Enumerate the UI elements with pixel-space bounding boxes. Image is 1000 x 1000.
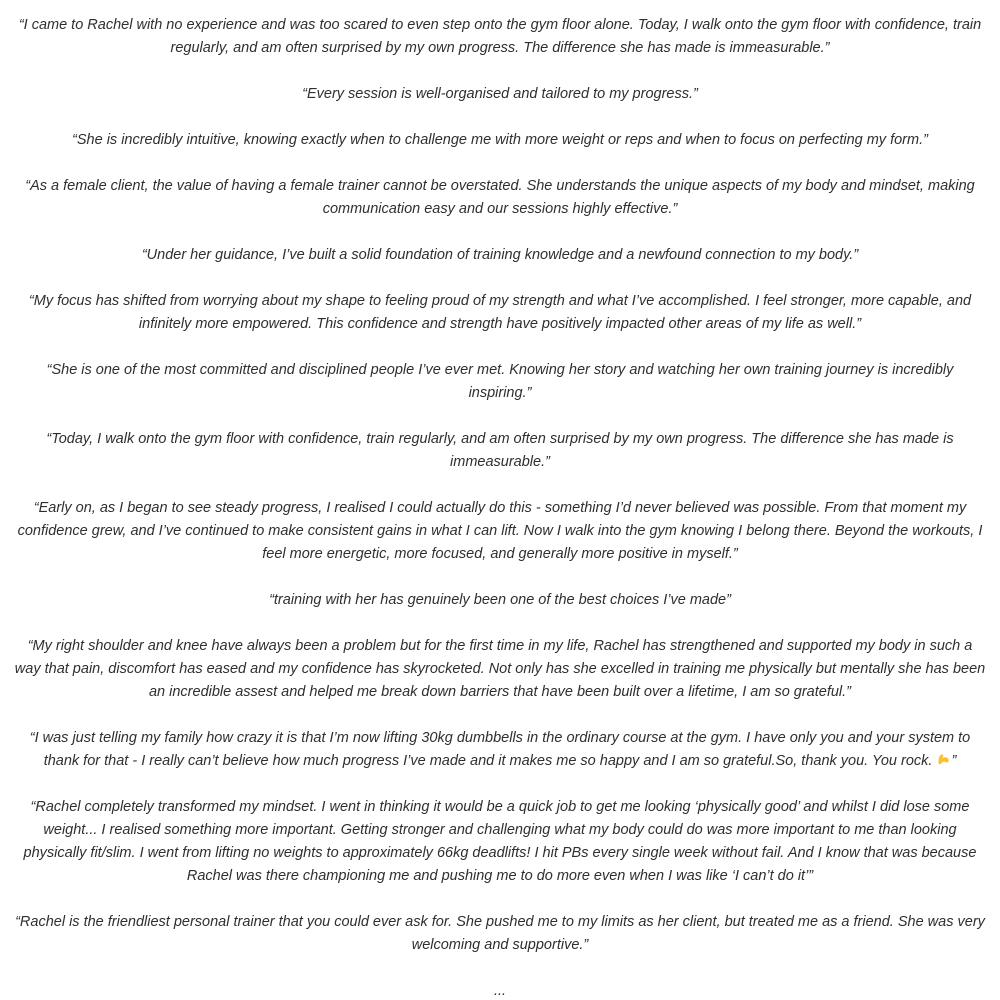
- testimonial-quote: “My right shoulder and knee have always been a problem but for the first time in my life, Rachel has strengthened and supported my body in such a way that pain, discomfort has eased and my confidence has skyrocketed. Not only has she excelled in training me physically but mentally she has been an incredible assest and helped me break down barriers that have been built over a lifetime, I am so grateful.”: [14, 638, 986, 700]
- testimonial-quote: “My focus has shifted from worrying about my shape to feeling proud of my strength and what I’ve accomplished. I feel stronger, more capable, and infinitely more empowered. This confidence and strength have positively impacted other areas of my life as well.”: [28, 293, 972, 332]
- testimonial-quote: “training with her has genuinely been one of the best choices I’ve made”: [269, 592, 731, 608]
- testimonials-section: [14, 0, 986, 1000]
- testimonial-quote: “Rachel completely transformed my mindset. I went in thinking it would be a quick job to get me looking ‘physically good’ and whilst I did lose some weight... I realised something more important. Getting stronger and challenging what my body could do was more important to me than looking physically fit/slim. I went from lifting no weights to approximately 66kg deadlifts! I hit PBs every single week without fail. And I know that was because Rachel was there championing me and pushing me to do more even when I was like ‘I can’t do it’”: [23, 799, 977, 884]
- more-testimonials-ellipsis: ...: [493, 983, 507, 999]
- testimonial-quote: “I was just telling my family how crazy it is that I’m now lifting 30kg dumbbells in the ordinary course at the gym. I have only you and your system to thank for that - I really can’t believe how much progress I’ve made and it makes me so happy and I am so grateful.So, thank you. You rock. ”: [29, 730, 971, 769]
- testimonial-list: [14, 14, 986, 957]
- testimonial-quote: “I came to Rachel with no experience and was too scared to even step onto the gym floor alone. Today, I walk onto the gym floor with confidence, train regularly, and am often surprised by my own progress. The difference she has made is immeasurable.”: [18, 17, 982, 56]
- testimonial-quote: “She is incredibly intuitive, knowing exactly when to challenge me with more weight or reps and when to focus on perfecting my form.”: [72, 132, 928, 148]
- testimonial-quote: “Rachel is the friendliest personal trainer that you could ever ask for. She pushed me to my limits as her client, but treated me as a friend. She was very welcoming and supportive.”: [15, 914, 985, 953]
- testimonial-quote: “As a female client, the value of having a female trainer cannot be overstated. She understands the unique aspects of my body and mindset, making communication easy and our sessions highly effective.”: [25, 178, 975, 217]
- testimonial-quote: “Under her guidance, I’ve built a solid foundation of training knowledge and a newfound connection to my body.”: [141, 247, 859, 263]
- testimonial-quote: “She is one of the most committed and disciplined people I’ve ever met. Knowing her story and watching her own training journey is incredibly inspiring.”: [46, 362, 954, 401]
- testimonial-quote: “Early on, as I began to see steady progress, I realised I could actually do this - something I’d never believed was possible. From that moment my confidence grew, and I’ve continued to make consistent gains in what I can lift. Now I walk into the gym knowing I belong there. Beyond the workouts, I feel more energetic, more focused, and generally more positive in myself.”: [17, 500, 983, 562]
- testimonial-quote: “Today, I walk onto the gym floor with confidence, train regularly, and am often surprised by my own progress. The difference she has made is immeasurable.”: [46, 431, 954, 470]
- testimonial-quote: “Every session is well-organised and tailored to my progress.”: [302, 86, 698, 102]
- flexed-biceps-icon: [936, 753, 951, 769]
